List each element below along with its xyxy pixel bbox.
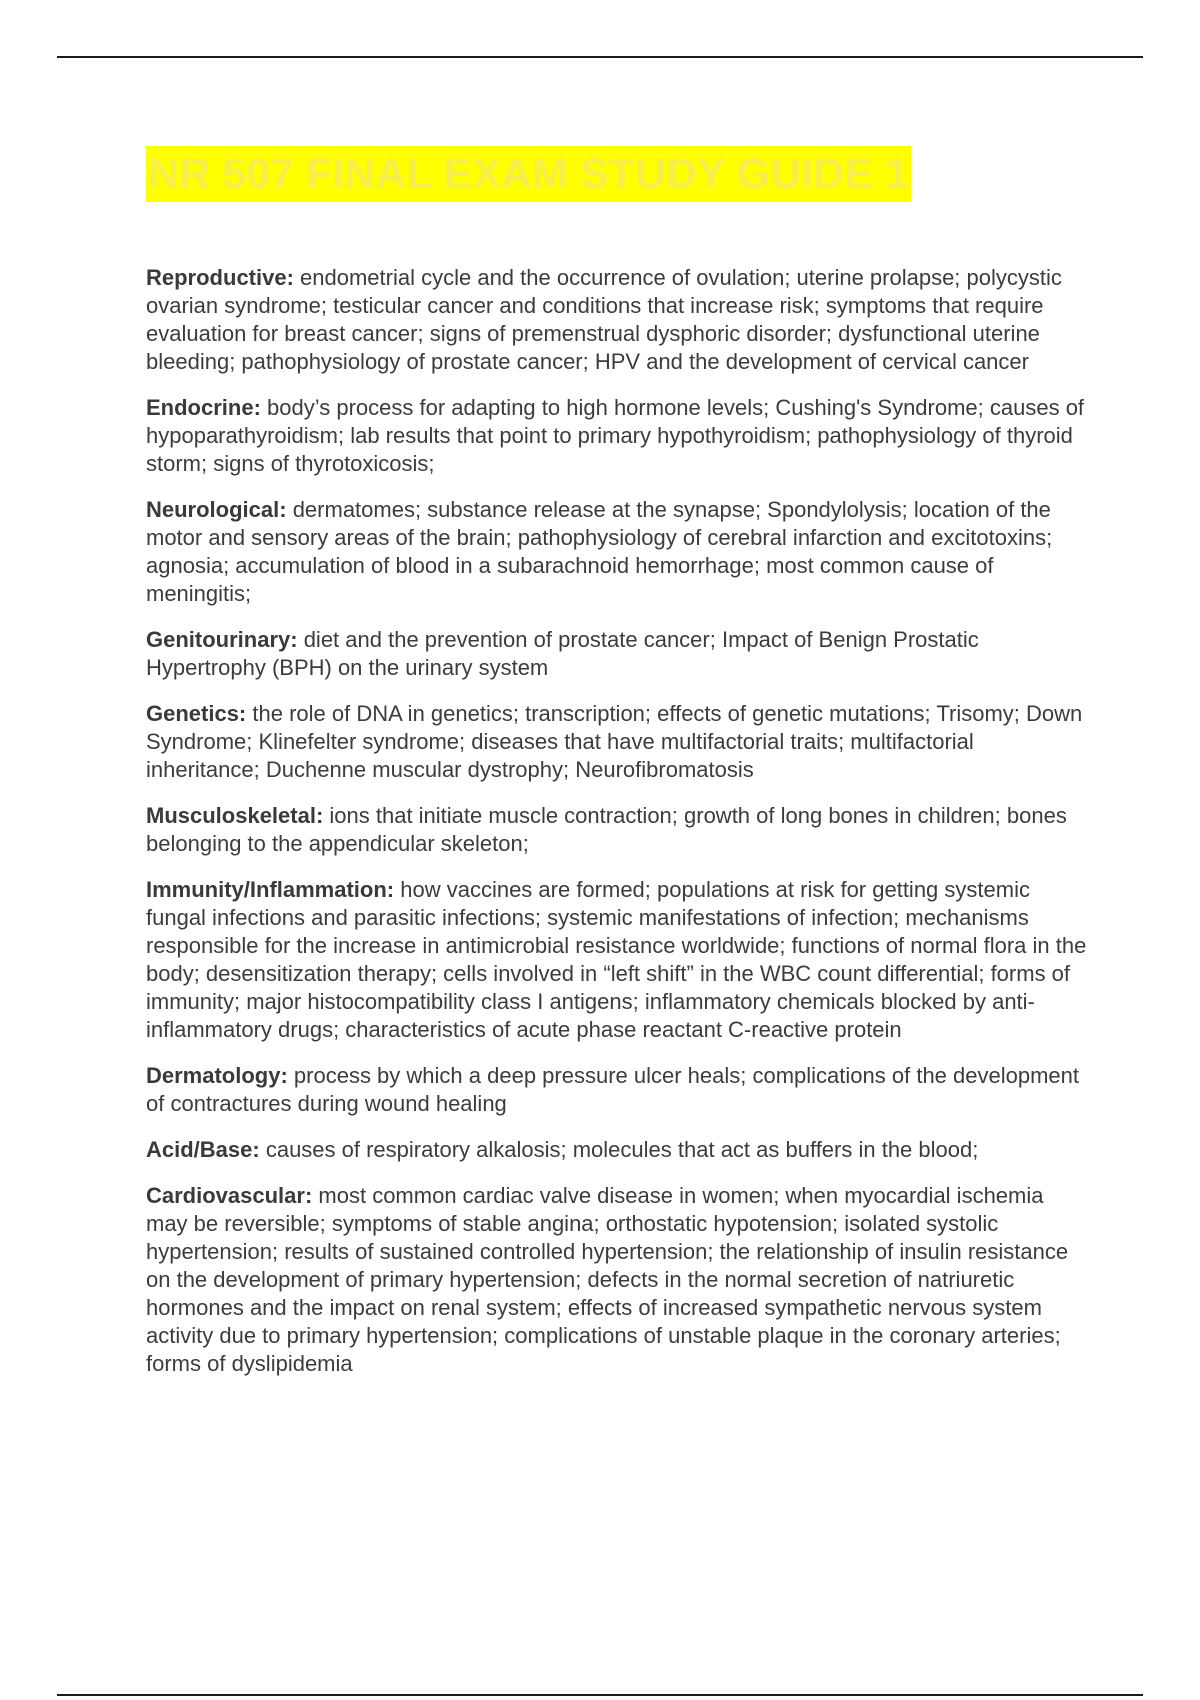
- document-title: NR 507 FINAL EXAM STUDY GUIDE 1: [146, 146, 911, 202]
- section-neurological: [146, 496, 1091, 608]
- section-heading: Genetics:: [146, 701, 247, 726]
- section-reproductive: [146, 264, 1091, 376]
- section-heading: Neurological:: [146, 497, 287, 522]
- section-cardiovascular: [146, 1182, 1091, 1378]
- section-text: ions that initiate muscle contraction; growth of long bones in children; bones belonging to the appendicular skeleton;: [146, 803, 1067, 856]
- section-text: endometrial cycle and the occurrence of ovulation; uterine prolapse; polycystic ovarian syndrome; testicular cancer and conditions that increase risk; symptoms that require evaluation for breast cancer; signs of premenstrual dysphoric disorder; dysfunctional uterine bleeding; pathophysiology of prostate cancer; HPV and the development of cervical cancer: [146, 265, 1062, 374]
- section-heading: Genitourinary:: [146, 627, 298, 652]
- top-rule: [57, 56, 1143, 58]
- section-text: dermatomes; substance release at the synapse; Spondylolysis; location of the motor and sensory areas of the brain; pathophysiology of cerebral infarction and excitotoxins; agnosia; accumulation of blood in a subarachnoid hemorrhage; most common cause of meningitis;: [146, 497, 1053, 606]
- section-musculoskeletal: [146, 802, 1091, 858]
- title-block: [146, 146, 911, 202]
- section-text: the role of DNA in genetics; transcription; effects of genetic mutations; Trisomy; Down Syndrome; Klinefelter syndrome; diseases that have multifactorial traits; multifactorial inheritance; Duchenne muscular dystrophy; Neurofibromatosis: [146, 701, 1083, 782]
- study-guide-content: [146, 264, 1091, 1396]
- section-dermatology: [146, 1062, 1091, 1118]
- section-text: body’s process for adapting to high hormone levels; Cushing's Syndrome; causes of hypoparathyroidism; lab results that point to primary hypothyroidism; pathophysiology of thyroid storm; signs of thyrotoxicosis;: [146, 395, 1085, 476]
- section-heading: Acid/Base:: [146, 1137, 260, 1162]
- section-text: diet and the prevention of prostate cancer; Impact of Benign Prostatic Hypertrophy (BPH) on the urinary system: [146, 627, 979, 680]
- section-heading: Endocrine:: [146, 395, 261, 420]
- section-genitourinary: [146, 626, 1091, 682]
- section-acid-base: [146, 1136, 1091, 1164]
- section-endocrine: [146, 394, 1091, 478]
- section-genetics: [146, 700, 1091, 784]
- section-text: causes of respiratory alkalosis; molecules that act as buffers in the blood;: [259, 1137, 979, 1162]
- bottom-rule: [57, 1694, 1143, 1696]
- section-heading: Reproductive:: [146, 265, 294, 290]
- section-immunity-inflammation: [146, 876, 1091, 1044]
- section-text: most common cardiac valve disease in women; when myocardial ischemia may be reversible; symptoms of stable angina; orthostatic hypotension; isolated systolic hypertension; results of sustained controlled hypertension; the relationship of insulin resistance on the development of primary hypertension; defects in the normal secretion of natriuretic hormones and the impact on renal system; effects of increased sympathetic nervous system activity due to primary hypertension; complications of unstable plaque in the coronary arteries; forms of dyslipidemia: [146, 1183, 1069, 1376]
- section-text: process by which a deep pressure ulcer heals; complications of the development of contractures during wound healing: [146, 1063, 1080, 1116]
- section-heading: Dermatology:: [146, 1063, 288, 1088]
- section-heading: Musculoskeletal:: [146, 803, 324, 828]
- section-text: how vaccines are formed; populations at risk for getting systemic fungal infections and parasitic infections; systemic manifestations of infection; mechanisms responsible for the increase in antimicrobial resistance worldwide; functions of normal flora in the body; desensitization therapy; cells involved in “left shift” in the WBC count differential; forms of immunity; major histocompatibility class I antigens; inflammatory chemicals blocked by anti-inflammatory drugs; characteristics of acute phase reactant C-reactive protein: [146, 877, 1087, 1042]
- section-heading: Immunity/Inflammation:: [146, 877, 395, 902]
- section-heading: Cardiovascular:: [146, 1183, 313, 1208]
